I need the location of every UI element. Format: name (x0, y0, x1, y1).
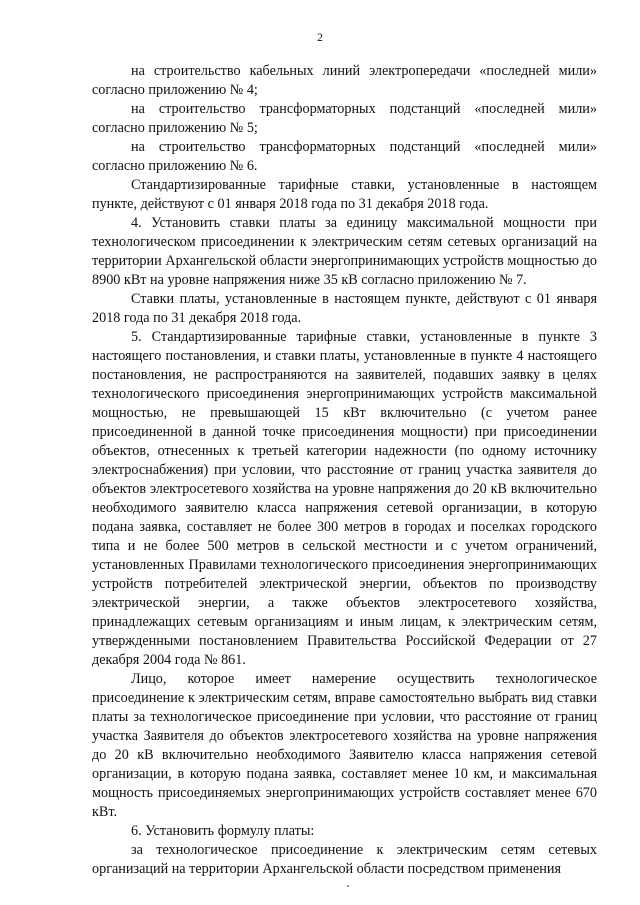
paragraph-clause-6: 6. Установить формулу платы: (131, 823, 315, 839)
paragraph-appendix-6: на строительство трансформаторных подстанций «последней мили» согласно приложению № 6. (92, 139, 597, 174)
paragraph-standard-rates-validity: Стандартизированные тарифные ставки, установленные в настоящем пункте, действуют с 01 января 2018 года по 31 декабря 2018 года. (92, 177, 597, 212)
paragraph-clause-5: 5. Стандартизированные тарифные ставки, установленные в пункте 3 настоящего постановления, и ставки платы, установленные в пункте 4 настоящего постановления, не распространяются на заявителей, подавших заявку в целях технологического присоединения энергопринимающих устройств максимальной мощностью, не превышающей 15 кВт включительно (с учетом ранее присоединенной в данной точке присоединения мощности) при присоединении объектов, отнесенных к третьей категории надежности (по одному источнику электроснабжения) при условии, что расстояние от границ участка заявителя до объектов электросетевого хозяйства на уровне напряжения до 20 кВ включительно необходимого заявителю класса напряжения сетевой организации, в которую подана заявка, составляет не более 300 метров в городах и поселках городского типа и не более 500 метров в сельской местности и с учетом ограничений, установленных Правилами технологического присоединения энергопринимающих устройств потребителей электрической энергии, объектов по производству электрической энергии, а также объектов электросетевого хозяйства, принадлежащих сетевым организациям и иным лицам, к электрическим сетям, утвержденными постановлением Правительства Российской Федерации от 27 декабря 2004 года № 861. (92, 329, 597, 668)
paragraph-appendix-4: на строительство кабельных линий электропередачи «последней мили» согласно приложению № 4; (92, 63, 597, 98)
paragraph-formula-intro: за технологическое присоединение к электрическим сетям сетевых организаций на территории Архангельской области посредством применения (92, 842, 597, 877)
paragraph-appendix-5: на строительство трансформаторных подстанций «последней мили» согласно приложению № 5; (92, 101, 597, 136)
paragraph-rates-validity: Ставки платы, установленные в настоящем пункте, действуют с 01 января 2018 года по 31 декабря 2018 года. (92, 291, 597, 326)
scan-speck (347, 885, 349, 887)
paragraph-clause-4: 4. Установить ставки платы за единицу максимальной мощности при технологическом присоединении к электрическим сетям сетевых организаций на территории Архангельской области энергопринимающих устройств мощностью до 8900 кВт на уровне напряжения ниже 35 кВ согласно приложению № 7. (92, 215, 597, 288)
paragraph-applicant-choice: Лицо, которое имеет намерение осуществить технологическое присоединение к электрическим сетям, вправе самостоятельно выбрать вид ставки платы за технологическое присоединение при условии, что расстояние от границ участка Заявителя до объектов электросетевого хозяйства на уровне напряжения до 20 кВ включительно необходимого Заявителю класса напряжения сетевой организации, в которую подана заявка, составляет менее 10 км, и максимальная мощность присоединяемых энергопринимающих устройств составляет менее 670 кВт. (92, 671, 597, 820)
page-number: 2 (317, 32, 323, 44)
document-body (92, 62, 597, 879)
